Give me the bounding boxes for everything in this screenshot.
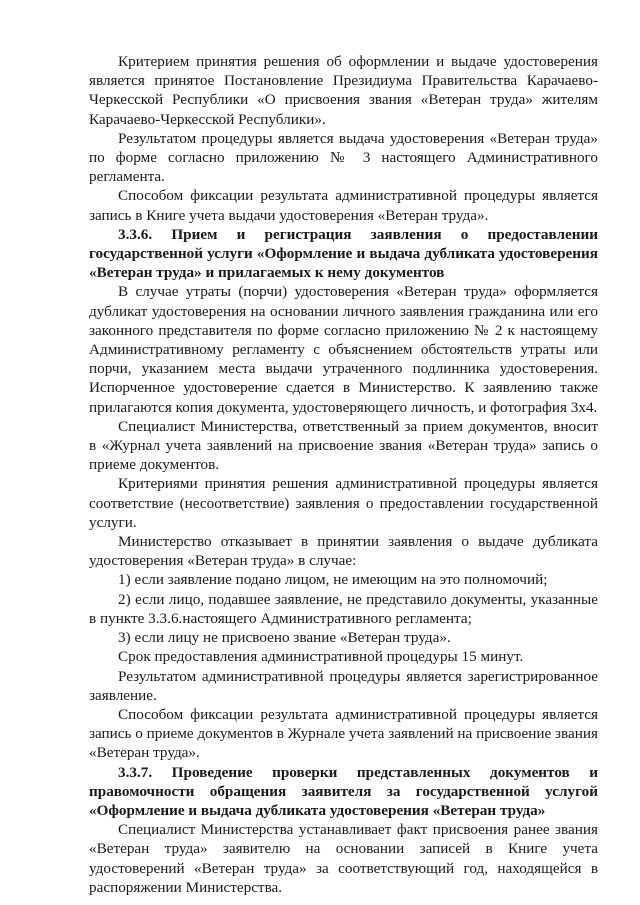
paragraph-criteria: Критериями принятия решения административной процедуры является соответствие (несоответствие) заявления о предоставлении государственной услуги.: [89, 475, 598, 531]
paragraph-duplicate-issuance: В случае утраты (порчи) удостоверения «Ветеран труда» оформляется дубликат удостоверения на основании личного заявления гражданина или его законного представителя по форме согласно приложению № 2 к настоящему Административному регламенту с объяснением обстоятельств утраты или порчи, указанием места выдачи утраченного подлинника удостоверения. Испорченное удостоверение сдается в Министерство. К заявлению также прилагаются копия документа, удостоверяющего личность, и фотография 3х4.: [89, 283, 598, 416]
paragraph-procedure-result: Результатом процедуры является выдача удостоверения «Ветеран труда» по форме согласно приложению № 3 настоящего Административного регламента.: [89, 129, 598, 186]
paragraph-refusal-intro: Министерство отказывает в принятии заявления о выдаче дубликата удостоверения «Ветеран труда» в случае:: [89, 533, 598, 570]
section-heading-3-3-7: 3.3.7. Проведение проверки представленных документов и правомочности обращения заявителя за государственной услугой «Оформление и выдача дубликата удостоверения «Ветеран труда»: [89, 763, 598, 819]
paragraph-fixation-journal: Способом фиксации результата административной процедуры является запись о приеме документов в Журнале учета заявлений на присвоение звания «Ветеран труда».: [89, 705, 599, 762]
paragraph-result-registered: Результатом административной процедуры является зарегистрированное заявление.: [89, 667, 598, 704]
paragraph-term: Срок предоставления административной процедуры 15 минут.: [118, 648, 524, 666]
paragraph-specialist-records: Специалист Министерства, ответственный за прием документов, вносит в «Журнал учета заявлений на присвоение звания «Ветеран труда» запись о приеме документов.: [89, 417, 598, 474]
section-heading-3-3-6: 3.3.6. Прием и регистрация заявления о предоставлении государственной услуги «Оформление и выдача дубликата удостоверения «Ветеран труда» и прилагаемых к нему документов: [89, 225, 598, 282]
list-item-refusal-2: 2) если лицо, подавшее заявление, не представило документы, указанные в пункте 3.3.6.настоящего Административного регламента;: [89, 590, 598, 627]
paragraph-fixation-method: Способом фиксации результата административной процедуры является запись в Книге учета выдачи удостоверения «Ветеран труда».: [89, 187, 598, 224]
paragraph-specialist-verifies: Специалист Министерства устанавливает факт присвоения ранее звания «Ветеран труда» заявителю на основании записей в Книге учета удостоверений «Ветеран труда» за соответствующий год, находящейся в распоряжении Министерства.: [89, 821, 598, 896]
document-page: [89, 52, 598, 897]
list-item-refusal-1: 1) если заявление подано лицом, не имеющим на это полномочий;: [118, 571, 548, 589]
paragraph-decision-criterion: Критерием принятия решения об оформлении и выдаче удостоверения является принятое Постановление Президиума Правительства Карачаево-Черкесской Республики «О присвоения звания «Ветеран труда» жителям Карачаево-Черкесской Республики».: [89, 53, 598, 128]
list-item-refusal-3: 3) если лицу не присвоено звание «Ветеран труда».: [118, 629, 451, 647]
